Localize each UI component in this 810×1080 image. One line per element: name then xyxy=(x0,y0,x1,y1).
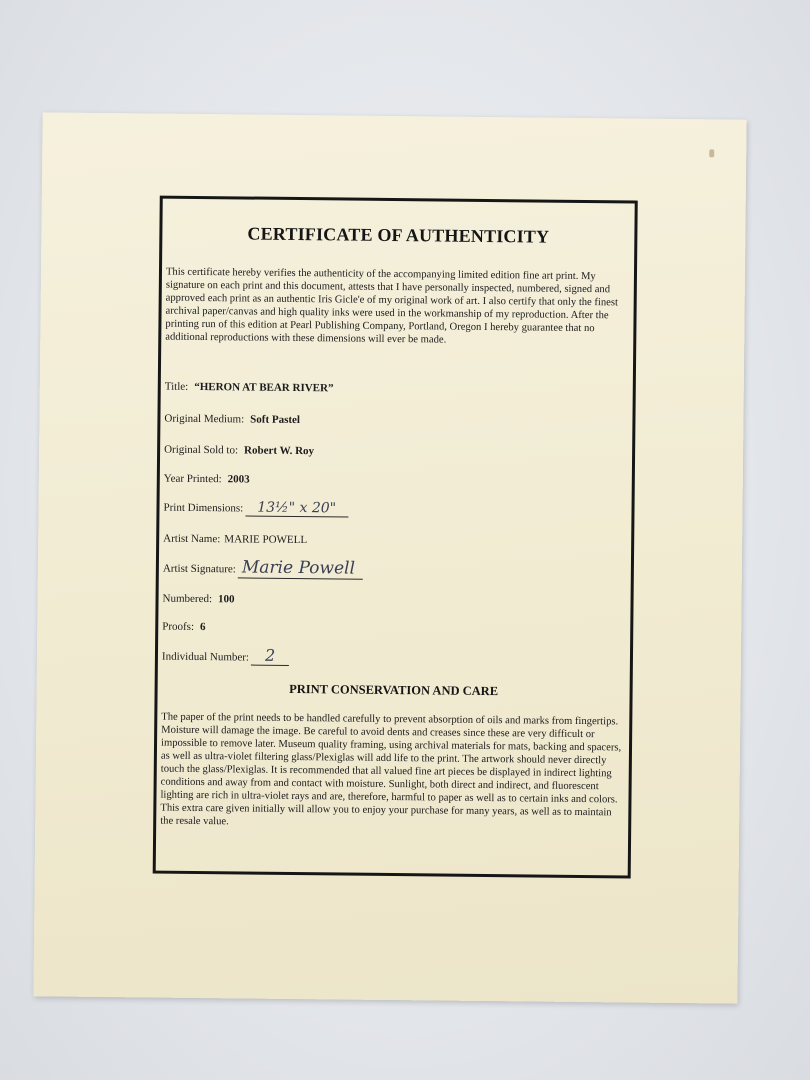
field-numbered-label: Numbered: xyxy=(162,592,213,606)
artist-signature: Marie Powell xyxy=(238,557,363,579)
field-signature xyxy=(163,557,363,580)
certificate-paper xyxy=(33,112,746,1003)
field-proofs-value: 6 xyxy=(199,621,206,634)
field-medium-label: Original Medium: xyxy=(164,412,245,426)
field-dimensions-label: Print Dimensions: xyxy=(163,501,244,515)
care-section-title: PRINT CONSERVATION AND CARE xyxy=(289,681,499,699)
field-year-value: 2003 xyxy=(227,473,250,486)
field-sold-value: Robert W. Roy xyxy=(244,444,315,458)
certificate-border xyxy=(153,196,638,879)
field-title-value: “HERON AT BEAR RIVER” xyxy=(194,380,334,395)
field-signature-label: Artist Signature: xyxy=(162,562,236,576)
field-sold-label: Original Sold to: xyxy=(164,443,239,457)
field-artist-name xyxy=(163,533,307,547)
field-artist-value: MARIE POWELL xyxy=(224,533,308,547)
field-medium-value: Soft Pastel xyxy=(250,413,301,427)
field-dimensions xyxy=(163,499,348,518)
field-numbered xyxy=(162,593,234,606)
field-medium xyxy=(164,413,300,426)
certificate-title: CERTIFICATE OF AUTHENTICITY xyxy=(247,223,550,247)
field-numbered-value: 100 xyxy=(217,593,235,606)
pin-hole-mark xyxy=(709,149,714,157)
field-individual-number xyxy=(162,645,289,666)
field-year-label: Year Printed: xyxy=(163,472,222,486)
field-year xyxy=(164,473,250,486)
field-proofs xyxy=(162,621,205,633)
field-individual-label: Individual Number: xyxy=(161,650,250,664)
care-text: The paper of the print needs to be handled carefully to prevent absorption of oils and marks from fingertips. Moisture will damage the image. Be careful to avoid dents and creases since these are very difficult or impossible to remove later. Museum quality framing, using archival materials for mats, backing and spacers, as well as ultra-violet filtering glass/Plexiglas will add life to the print. The artwork should never directly touch the glass/Plexiglas. It is recommended that all valued fine art pieces be displayed in indirect lighting conditions and away from and contact with moisture. Sunlight, both direct and indirect, and fluorescent lighting are rich in ultra-violet rays and are, therefore, harmful to paper as well as to certain inks and colors. This extra care given initially will allow you to enjoy your purchase for many years, as well as to maintain the resale value. xyxy=(160,711,622,828)
certificate-intro: This certificate hereby verifies the authenticity of the accompanying limited edition fine art print. My signature on each print and this document, attests that I have personally inspected, numbered, signed and approved each print as an authentic Iris Gicle'e of my original work of art. I also certify that only the finest archival paper/canvas and high quality inks were used in the workmanship of my reproduction. After the printing run of this edition at Pearl Publishing Company, Portland, Oregon I hereby guarantee that no additional reproductions with these dimensions will ever be made. xyxy=(165,266,619,346)
field-artist-label: Artist Name: xyxy=(163,532,221,546)
field-title xyxy=(165,381,334,395)
field-title-label: Title: xyxy=(164,380,189,393)
field-proofs-label: Proofs: xyxy=(162,620,195,633)
field-dimensions-value: 13½" x 20" xyxy=(245,499,348,517)
field-sold-to xyxy=(164,444,314,458)
field-individual-value: 2 xyxy=(251,646,289,666)
